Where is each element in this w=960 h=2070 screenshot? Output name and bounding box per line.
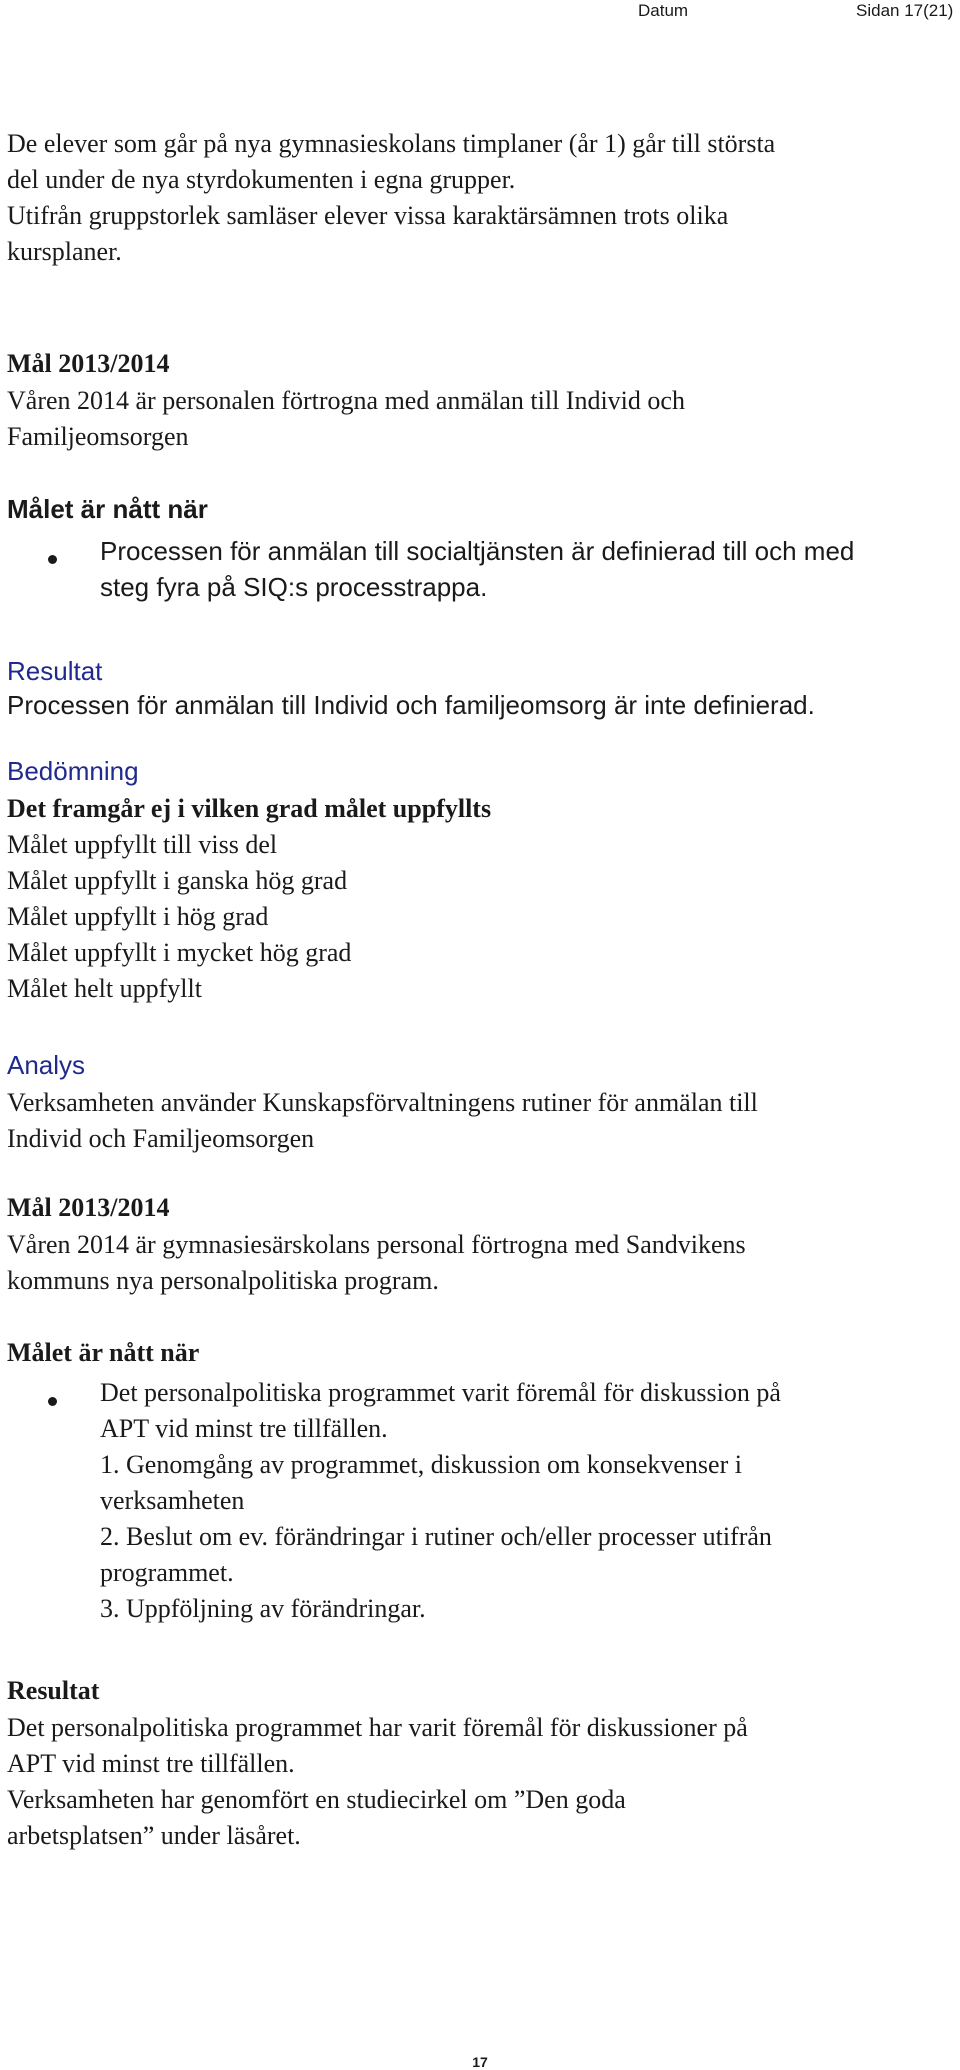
goal2-bullet-line: APT vid minst tre tillfällen. [100,1414,388,1443]
goal1-result-heading: Resultat [7,656,103,686]
intro-line: Utifrån gruppstorlek samläser elever vissa karaktärsämnen trots olika [7,201,729,230]
goal2-title: Mål 2013/2014 [7,1193,170,1222]
goal1-line: Familjeomsorgen [7,422,189,451]
goal2-line: kommuns nya personalpolitiska program. [7,1266,439,1295]
goal2-result-heading: Resultat [7,1676,100,1705]
intro-line: De elever som går på nya gymnasieskolans timplaner (år 1) går till största [7,129,776,158]
bullet-icon [48,1397,57,1406]
goal2-result-line: Verksamheten har genomfört en studiecirkel om ”Den goda [7,1785,626,1814]
intro-line: del under de nya styrdokumenten i egna grupper. [7,165,516,194]
goal1-bullet-line: Processen för anmälan till socialtjänsten är definierad till och med [100,536,855,566]
bullet-icon [48,555,57,564]
goal1-analysis-heading: Analys [7,1050,86,1080]
goal1-line: Våren 2014 är personalen förtrogna med anmälan till Individ och [7,386,685,415]
goal2-bullet-line: 2. Beslut om ev. förändringar i rutiner och/eller processer utifrån [100,1522,772,1551]
page-number: 17 [472,2054,488,2070]
goal2-bullet-line: verksamheten [100,1486,245,1515]
header-date: Datum [638,1,689,20]
assessment-option: Målet uppfyllt till viss del [7,830,278,859]
goal2-result-line: Det personalpolitiska programmet har varit föremål för diskussioner på [7,1713,748,1742]
goal2-bullet-item [100,1375,781,1627]
assessment-option: Målet uppfyllt i hög grad [7,902,269,931]
analysis-line: Individ och Familjeomsorgen [7,1124,315,1153]
assessment-option: Målet uppfyllt i mycket hög grad [7,938,352,967]
goal2-description [7,1227,746,1299]
goal2-bullet-line: 1. Genomgång av programmet, diskussion om konsekvenser i [100,1450,742,1479]
header-page-count: Sidan 17(21) [856,1,954,20]
goal1-description [7,383,685,455]
goal2-bullet-line: 3. Uppföljning av förändringar. [100,1594,426,1623]
goal2-result-line: arbetsplatsen” under läsåret. [7,1821,301,1850]
goal1-reached-heading: Målet är nått när [7,494,208,524]
goal2-bullet-line: programmet. [100,1558,234,1587]
goal1-result-text: Processen för anmälan till Individ och familjeomsorg är inte definierad. [7,690,815,720]
assessment-option-selected: Det framgår ej i vilken grad målet uppfyllts [7,794,492,823]
goal2-reached-heading: Målet är nått när [7,1338,200,1367]
goal1-bullet-item [100,533,854,605]
goal2-line: Våren 2014 är gymnasiesärskolans personal förtrogna med Sandvikens [7,1230,746,1259]
goal2-result-text [7,1710,748,1854]
goal1-analysis-text [7,1085,758,1157]
goal2-bullet-line: Det personalpolitiska programmet varit föremål för diskussion på [100,1378,781,1407]
goal1-bullet-line: steg fyra på SIQ:s processtrappa. [100,572,488,602]
goal2-result-line: APT vid minst tre tillfällen. [7,1749,295,1778]
assessment-option: Målet uppfyllt i ganska hög grad [7,866,348,895]
goal1-title: Mål 2013/2014 [7,349,170,378]
intro-paragraph [7,126,775,270]
intro-line: kursplaner. [7,237,122,266]
goal1-assessment-options [7,791,491,1007]
assessment-option: Målet helt uppfyllt [7,974,202,1003]
analysis-line: Verksamheten använder Kunskapsförvaltningens rutiner för anmälan till [7,1088,758,1117]
goal1-assessment-heading: Bedömning [7,756,139,786]
